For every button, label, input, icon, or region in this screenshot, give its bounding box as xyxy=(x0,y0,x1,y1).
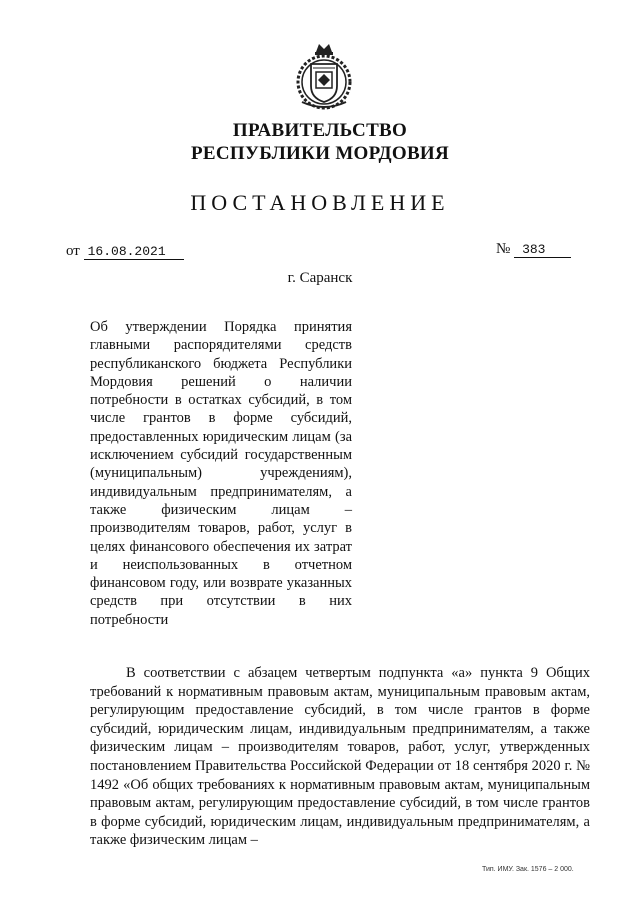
number-value: 383 xyxy=(514,242,571,258)
document-subject: Об утверждении Порядка принятия главными распорядителями средств республиканского бюджета Республики Мордовия решений о наличии потребности в остатках субсидий, в том числе грантов в форме субсидий, предоставленных юридическим лицам (за исключением субсидий государственным (муниципальным) учреждениям), индивидуальным предпринимателям, а также физическим лицам – производителям товаров, работ, услуг в целях финансового обеспечения их затрат и неиспользованных в отчетном финансовом году, или возврате указанных средств при отсутствии в них потребности xyxy=(90,319,352,628)
document-city: г. Саранск xyxy=(287,270,353,286)
mordovia-coat-of-arms-icon xyxy=(294,42,354,112)
number-prefix: № xyxy=(496,241,511,257)
document-number xyxy=(496,241,571,258)
document-type: ПОСТАНОВЛЕНИЕ xyxy=(190,190,450,215)
date-prefix: от xyxy=(66,243,80,259)
document-body: В соответствии с абзацем четвертым подпункта «а» пункта 9 Общих требований к нормативным правовым актам, муниципальным правовым актам, регулирующим предоставление субсидий, в том числе грантов в форме субсидий, юридическим лицам, индивидуальным предпринимателям, а также физическим лицам – производителям товаров, работ, услуг, утвержденных постановлением Правительства Российской Федерации от 18 сентября 2020 г. № 1492 «Об общих требованиях к нормативным правовым актам, муниципальным правовым актам, регулирующим предоставление субсидий, в том числе грантов в форме субсидий, юридическим лицам, индивидуальным предпринимателям, а также физическим лицам – xyxy=(90,665,590,849)
government-title: ПРАВИТЕЛЬСТВО xyxy=(232,120,408,141)
document-date xyxy=(66,243,184,260)
print-info: Тип. ИМУ. Зак. 1576 – 2 000. xyxy=(482,866,574,873)
date-value: 16.08.2021 xyxy=(84,244,184,260)
government-subtitle: РЕСПУБЛИКИ МОРДОВИЯ xyxy=(190,143,450,164)
